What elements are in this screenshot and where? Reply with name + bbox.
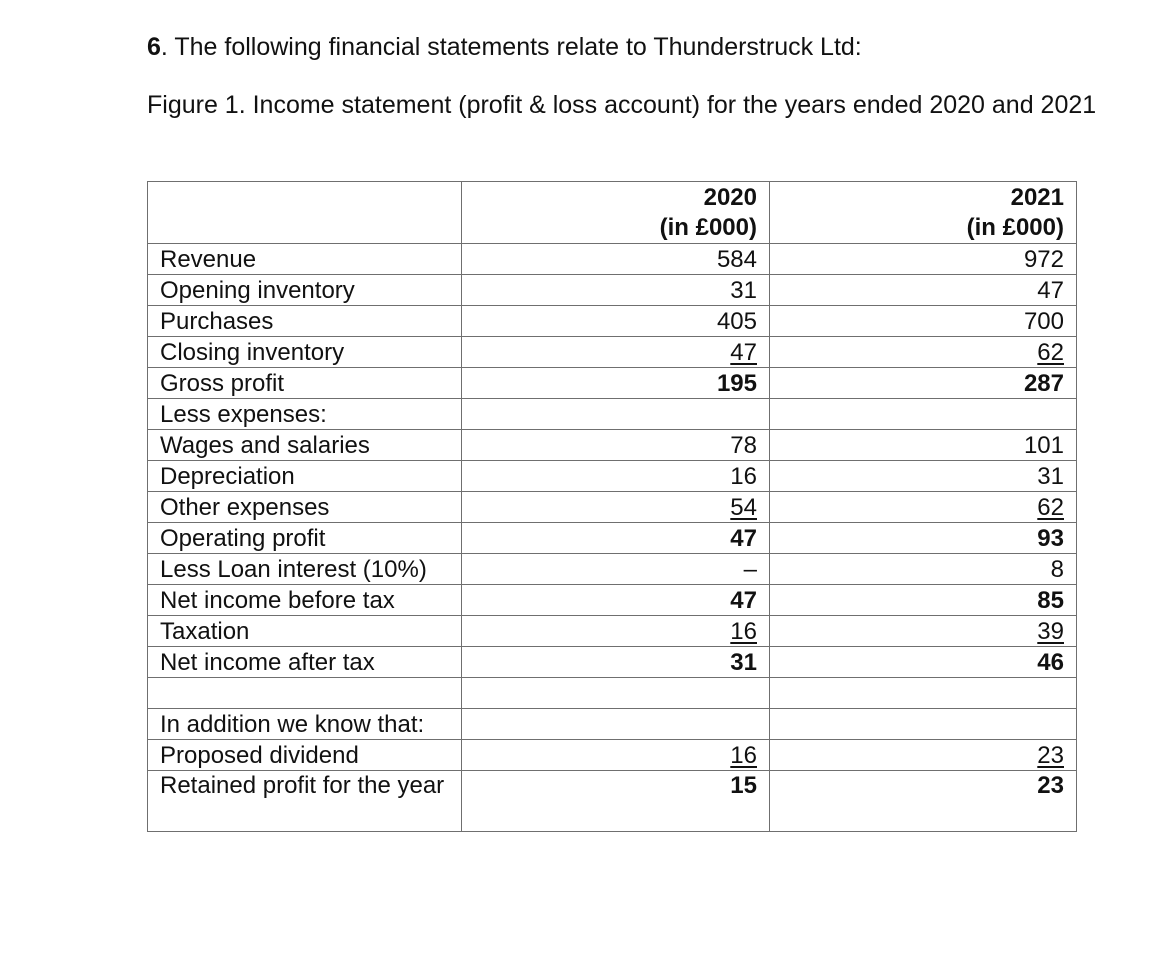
cell-2020 [462,647,770,678]
header-year-2020: 2020 [703,184,757,211]
cell-2020 [462,523,770,554]
row-label: Net income after tax [148,647,462,678]
value-2020: 405 [716,308,757,335]
table-row [148,244,1077,275]
value-2020: – [743,556,757,583]
table-row [148,554,1077,585]
value-2021: 93 [1037,525,1064,552]
row-label: Proposed dividend [148,740,462,771]
table-row [148,337,1077,368]
table-row [148,678,1077,709]
table-row [148,771,1077,832]
row-label: Revenue [148,244,462,275]
value-2020: 47 [730,339,757,366]
value-2021: 85 [1037,587,1064,614]
table-row [148,492,1077,523]
cell-2020 [462,554,770,585]
row-label: Less expenses: [148,399,462,430]
cell-2020 [462,244,770,275]
table-row [148,368,1077,399]
table-row [148,306,1077,337]
table-row [148,740,1077,771]
row-label: Closing inventory [148,337,462,368]
table-row [148,275,1077,306]
value-2021: 62 [1037,494,1064,521]
header-year-2021: 2021 [1010,184,1064,211]
cell-2020 [462,709,770,740]
row-label: Retained profit for the year [148,771,462,832]
value-2021: 23 [1037,742,1064,769]
cell-2021 [770,709,1077,740]
header-unit-2020: (in £000) [659,214,757,241]
cell-2020 [462,461,770,492]
cell-2020 [462,740,770,771]
cell-2021 [770,368,1077,399]
cell-2020 [462,492,770,523]
cell-2020 [462,368,770,399]
cell-2020 [462,306,770,337]
cell-2021 [770,523,1077,554]
value-2021: 101 [1023,432,1064,459]
value-2021: 23 [1037,772,1064,799]
value-2020: 16 [730,618,757,645]
value-2020: 584 [716,246,757,273]
value-2021: 31 [1037,463,1064,490]
cell-2021 [770,337,1077,368]
cell-2021 [770,740,1077,771]
cell-2021 [770,430,1077,461]
cell-2021 [770,647,1077,678]
row-label: Gross profit [148,368,462,399]
value-2021: 62 [1037,339,1064,366]
value-2020: 54 [730,494,757,521]
cell-2021 [770,306,1077,337]
cell-2020 [462,337,770,368]
value-2021: 700 [1023,308,1064,335]
table-row [148,461,1077,492]
value-2020: 47 [730,587,757,614]
value-2020: 78 [730,432,757,459]
row-label: Net income before tax [148,585,462,616]
table-row [148,430,1077,461]
value-2021: 8 [1050,556,1064,583]
value-2020: 15 [730,772,757,799]
cell-2021 [770,678,1077,709]
value-2021: 972 [1023,246,1064,273]
cell-2021 [770,461,1077,492]
cell-2021 [770,585,1077,616]
row-label: Wages and salaries [148,430,462,461]
question-text: . The following financial statements relate to Thunderstruck Ltd: [160,33,862,61]
row-label: Operating profit [148,523,462,554]
question-heading [147,31,862,63]
cell-2020 [462,616,770,647]
header-label-cell [148,182,462,244]
value-2020: 47 [730,525,757,552]
cell-2021 [770,399,1077,430]
value-2020: 31 [730,277,757,304]
header-2021 [770,182,1077,244]
cell-2021 [770,244,1077,275]
row-label: Opening inventory [148,275,462,306]
row-label: Taxation [148,616,462,647]
table-row [148,616,1077,647]
cell-2020 [462,275,770,306]
cell-2020 [462,585,770,616]
cell-2020 [462,771,770,832]
cell-2021 [770,616,1077,647]
table-row [148,399,1077,430]
value-2020: 16 [730,742,757,769]
income-statement-body [148,182,1077,832]
row-label: Less Loan interest (10%) [148,554,462,585]
row-label: Depreciation [148,461,462,492]
value-2020: 16 [730,463,757,490]
cell-2020 [462,399,770,430]
row-label: In addition we know that: [148,709,462,740]
table-row [148,585,1077,616]
row-label: Purchases [148,306,462,337]
cell-2021 [770,275,1077,306]
header-2020 [462,182,770,244]
question-number: 6 [147,33,161,61]
value-2021: 287 [1023,370,1064,397]
value-2021: 47 [1037,277,1064,304]
cell-2021 [770,771,1077,832]
figure-caption: Figure 1. Income statement (profit & loss account) for the years ended 2020 and 2021 [147,91,1097,119]
row-label: Other expenses [148,492,462,523]
income-statement-table [147,181,1077,832]
cell-2020 [462,678,770,709]
row-label [148,678,462,709]
header-unit-2021: (in £000) [966,214,1064,241]
table-row [148,709,1077,740]
value-2020: 31 [730,649,757,676]
value-2020: 195 [716,370,757,397]
value-2021: 39 [1037,618,1064,645]
cell-2021 [770,492,1077,523]
value-2021: 46 [1037,649,1064,676]
cell-2021 [770,554,1077,585]
table-row [148,523,1077,554]
table-header-row [148,182,1077,244]
cell-2020 [462,430,770,461]
table-row [148,647,1077,678]
